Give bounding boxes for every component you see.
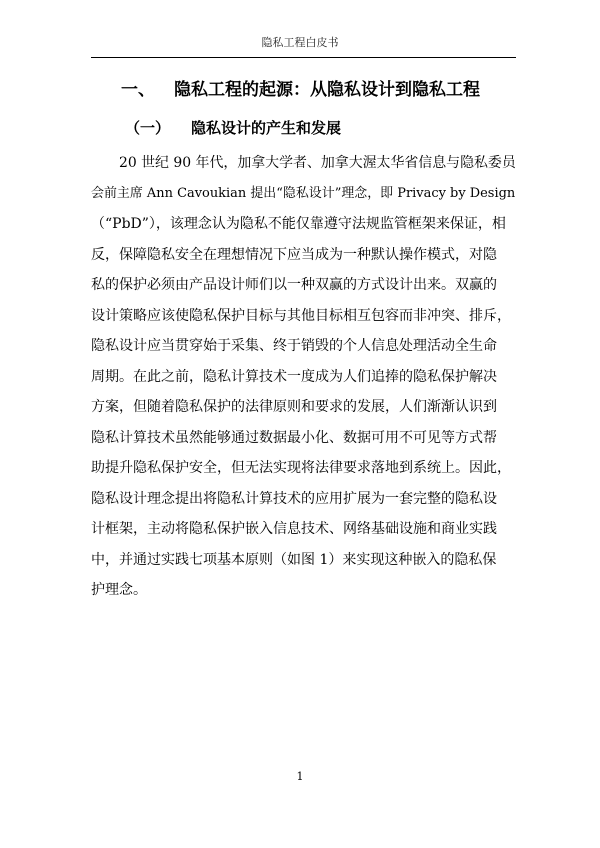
paragraph-line: 方案，但随着隐私保护的法律原则和要求的发展，人们渐渐认识到 xyxy=(91,399,497,415)
subsection-heading xyxy=(125,117,341,139)
paragraph-line: 隐私计算技术虽然能够通过数据最小化、数据可用不可见等方式帮 xyxy=(91,429,497,446)
section-heading xyxy=(121,78,480,102)
paragraph-line: 助提升隐私保护安全，但无法实现将法律要求落地到系统上。因此， xyxy=(91,460,511,476)
paragraph-line: 计框架，主动将隐私保护嵌入信息技术、网络基础设施和商业实践 xyxy=(91,521,497,537)
paragraph-line: 护理念。 xyxy=(91,582,147,598)
subsection-title: 隐私设计的产生和发展 xyxy=(191,119,342,137)
body-paragraph xyxy=(91,148,516,606)
paragraph-line: 20 世纪 90 年代，加拿大学者、加拿大渥太华省信息与隐私委员 xyxy=(119,155,516,171)
paragraph-line: 私的保护必须由产品设计师们以一种双赢的方式设计出来。双赢的 xyxy=(91,277,497,293)
running-header: 隐私工程白皮书 xyxy=(261,36,339,49)
subsection-number: （一） xyxy=(125,119,171,137)
section-title: 隐私工程的起源：从隐私设计到隐私工程 xyxy=(174,80,480,100)
paragraph-line: 隐私设计理念提出将隐私计算技术的应用扩展为一套完整的隐私设 xyxy=(91,490,497,507)
paragraph-line: 会前主席 Ann Cavoukian 提出“隐私设计”理念，即 Privacy by Design xyxy=(91,185,516,201)
paragraph-line: （“PbD”），该理念认为隐私不能仅靠遵守法规监管框架来保证，相 xyxy=(91,216,506,232)
paragraph-line: 隐私设计应当贯穿始于采集、终于销毁的个人信息处理活动全生命 xyxy=(91,338,497,354)
header-rule xyxy=(91,57,516,58)
section-number: 一、 xyxy=(121,80,155,100)
paragraph-line: 周期。在此之前，隐私计算技术一度成为人们追捧的隐私保护解决 xyxy=(91,368,497,385)
paragraph-line: 反，保障隐私安全在理想情况下应当成为一种默认操作模式，对隐 xyxy=(91,246,497,263)
paragraph-line: 设计策略应该使隐私保护目标与其他目标相互包容而非冲突、排斥， xyxy=(91,307,511,324)
page-number: 1 xyxy=(296,770,304,783)
paragraph-line: 中，并通过实践七项基本原则（如图 1）来实现这种嵌入的隐私保 xyxy=(91,551,497,568)
